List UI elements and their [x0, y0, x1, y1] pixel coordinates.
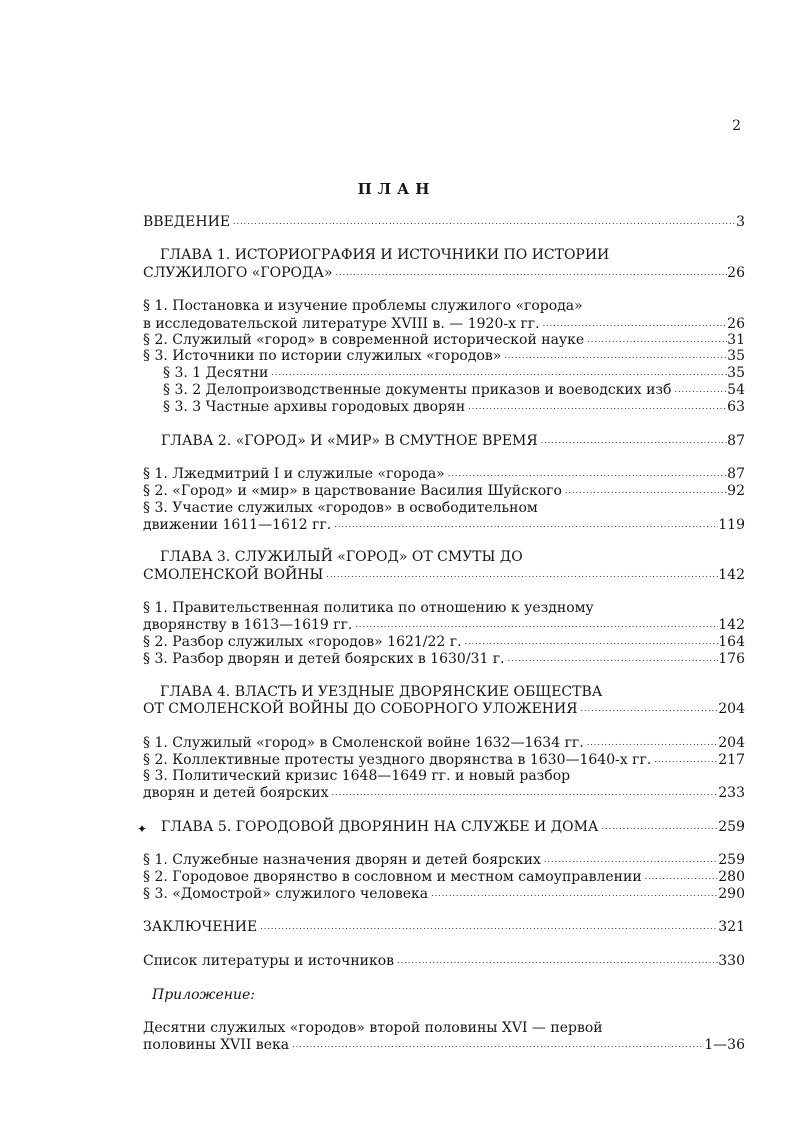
toc-page-number: 259 [718, 819, 745, 835]
toc-entry-ch5-s3[interactable] [143, 885, 745, 903]
toc-entry-chapter-4[interactable] [143, 700, 745, 718]
toc-entry-label: СЛУЖИЛОГО «ГОРОДА» [143, 265, 333, 281]
toc-entry-label: § 2. Коллективные протесты уездного дворянства в 1630—1640-х гг. [143, 752, 652, 768]
toc-page-number: 176 [718, 651, 745, 667]
toc-entry-label: половины XVII века [143, 1037, 290, 1053]
toc-page-number: 119 [718, 517, 745, 533]
toc-entry-ch5-s1[interactable] [143, 851, 745, 869]
toc-entry-chapter-2[interactable] [161, 432, 745, 450]
toc-page-number: 217 [718, 752, 745, 768]
toc-entry-ch1-s32[interactable] [163, 381, 745, 399]
toc-entry-ch2-s1[interactable] [143, 465, 745, 483]
toc-page-number: 1—36 [704, 1037, 745, 1053]
toc-entry-ch2-s3[interactable] [143, 516, 745, 534]
toc-entry-label: СМОЛЕНСКОЙ ВОЙНЫ [143, 567, 324, 583]
page-title: ПЛАН [357, 180, 436, 198]
toc-entry-ch4-s1[interactable] [143, 734, 745, 752]
toc-page-number: 92 [727, 483, 745, 499]
toc-entry-ch2-s2[interactable] [143, 482, 745, 500]
margin-mark-icon: ✦ [137, 822, 148, 836]
toc-entry-conclusion[interactable] [143, 918, 745, 936]
toc-entry-label: ВВЕДЕНИЕ [143, 214, 231, 230]
toc-entry-ch5-s2[interactable] [143, 868, 745, 886]
toc-entry-ch3-s3[interactable] [143, 650, 745, 668]
toc-entry-chapter-5[interactable] [161, 818, 745, 836]
toc-entry-label: § 1. Лжедмитрий I и служилые «города» [143, 466, 445, 482]
toc-entry-appendix[interactable] [143, 1036, 745, 1054]
toc-entry-ch1-s3[interactable] [143, 347, 745, 365]
appendix-label: Приложение: [152, 987, 255, 1003]
toc-entry-text: Десятни служилых «городов» второй половины XVI — первой [143, 1020, 603, 1036]
toc-entry-label: ГЛАВА 2. «ГОРОД» И «МИР» В СМУТНОЕ ВРЕМЯ [161, 433, 538, 449]
toc-page-number: 142 [718, 617, 745, 633]
toc-entry-label: § 2. Служилый «город» в современной исторической науке [143, 332, 585, 348]
toc-entry-label: § 1. Служилый «город» в Смоленской войне 1632—1634 гг. [143, 735, 584, 751]
toc-entry-label: § 2. «Город» и «мир» в царствование Василия Шуйского [143, 483, 562, 499]
toc-entry-label: дворянству в 1613—1619 гг. [143, 617, 353, 633]
toc-page-number: 204 [718, 701, 745, 717]
toc-entry-label: Список литературы и источников [143, 953, 395, 969]
toc-page-number: 54 [727, 382, 745, 398]
chapter-3-heading: ГЛАВА 3. СЛУЖИЛЫЙ «ГОРОД» ОТ СМУТЫ ДО [160, 549, 523, 565]
toc-page-number: 3 [736, 214, 745, 230]
chapter-1-heading: ГЛАВА 1. ИСТОРИОГРАФИЯ И ИСТОЧНИКИ ПО ИСТОРИИ [160, 247, 610, 263]
toc-entry-label: ЗАКЛЮЧЕНИЕ [143, 919, 258, 935]
toc-entry-chapter-1[interactable] [143, 264, 745, 282]
toc-page-number: 290 [718, 886, 745, 902]
toc-entry-label: § 3. Разбор дворян и детей боярских в 1630/31 г. [143, 651, 505, 667]
toc-entry-label: § 3. 2 Делопроизводственные документы приказов и воеводских изб [163, 382, 672, 398]
toc-page-number: 26 [727, 316, 745, 332]
toc-page-number: 35 [727, 365, 745, 381]
toc-entry-text: § 1. Постановка и изучение проблемы служилого «города» [143, 298, 583, 314]
toc-page-number: 204 [718, 735, 745, 751]
toc-entry-label: § 3. 1 Десятни [163, 365, 269, 381]
toc-page-number: 35 [727, 348, 745, 364]
toc-entry-ch1-s33[interactable] [163, 398, 745, 416]
toc-entry-label: ОТ СМОЛЕНСКОЙ ВОЙНЫ ДО СОБОРНОГО УЛОЖЕНИЯ [143, 701, 578, 717]
toc-entry-label: § 3. «Домострой» служилого человека [143, 886, 429, 902]
toc-entry-label: в исследовательской литературе XVIII в. — 1920-х гг. [143, 316, 540, 332]
toc-entry-label: дворян и детей боярских [143, 785, 329, 801]
toc-entry-bibliography[interactable] [143, 952, 745, 970]
toc-entry-text: § 1. Правительственная политика по отношению к уездному [143, 600, 594, 616]
toc-page-number: 26 [727, 265, 745, 281]
toc-page-number: 259 [718, 852, 745, 868]
toc-entry-ch4-s3[interactable] [143, 784, 745, 802]
toc-entry-label: § 2. Городовое дворянство в сословном и местном самоуправлении [143, 869, 642, 885]
toc-page-number: 321 [718, 919, 745, 935]
chapter-4-heading: ГЛАВА 4. ВЛАСТЬ И УЕЗДНЫЕ ДВОРЯНСКИЕ ОБЩЕСТВА [160, 684, 603, 700]
page-number: 2 [732, 118, 741, 134]
toc-page-number: 330 [718, 953, 745, 969]
toc-entry-label: § 3. 3 Частные архивы городовых дворян [163, 399, 466, 415]
toc-page-number: 164 [718, 634, 745, 650]
toc-entry-ch3-s2[interactable] [143, 633, 745, 651]
toc-page-number: 142 [718, 567, 745, 583]
toc-entry-text: § 3. Участие служилых «городов» в освободительном [143, 500, 538, 516]
toc-page-number: 87 [727, 466, 745, 482]
toc-entry-intro[interactable] [143, 213, 745, 231]
toc-page-number: 233 [718, 785, 745, 801]
toc-page-number: 280 [718, 869, 745, 885]
toc-entry-label: движении 1611—1612 гг. [143, 517, 332, 533]
toc-entry-ch3-s1[interactable] [143, 616, 745, 634]
toc-page-number: 63 [727, 399, 745, 415]
toc-page-number: 31 [727, 332, 745, 348]
toc-page-number: 87 [727, 433, 745, 449]
toc-entry-text: § 3. Политический кризис 1648—1649 гг. и новый разбор [143, 768, 571, 784]
toc-entry-chapter-3[interactable] [143, 566, 745, 584]
toc-entry-label: ГЛАВА 5. ГОРОДОВОЙ ДВОРЯНИН НА СЛУЖБЕ И ДОМА [161, 819, 599, 835]
toc-entry-ch1-s31[interactable] [163, 364, 745, 382]
toc-entry-label: § 2. Разбор служилых «городов» 1621/22 г. [143, 634, 462, 650]
toc-entry-label: § 1. Служебные назначения дворян и детей боярских [143, 852, 541, 868]
toc-entry-label: § 3. Источники по истории служилых «городов» [143, 348, 502, 364]
